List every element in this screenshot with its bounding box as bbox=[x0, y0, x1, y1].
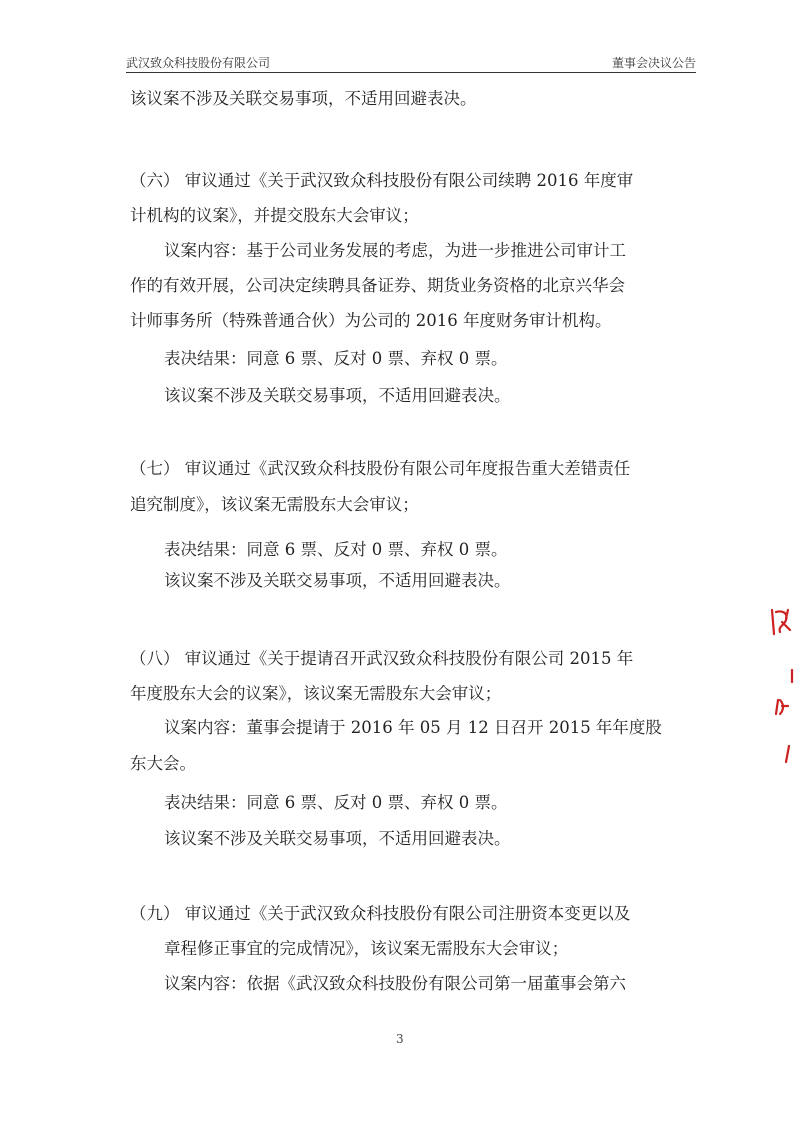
item8-vote-result: 表决结果：同意 6 票、反对 0 票、弃权 0 票。 bbox=[164, 793, 508, 812]
item6-content-line3: 计师事务所（特殊普通合伙）为公司的 2016 年度财务审计机构。 bbox=[130, 311, 612, 330]
item6-content: 议案内容：基于公司业务发展的考虑，为进一步推进公司审计工 bbox=[164, 241, 626, 260]
item9-content: 议案内容：依据《武汉致众科技股份有限公司第一届董事会第六 bbox=[164, 974, 626, 993]
item7-heading-continued: 追究制度》，该议案无需股东大会审议； bbox=[130, 495, 419, 514]
item9-heading-continued: 章程修正事宜的完成情况》，该议案无需股东大会审议； bbox=[164, 939, 569, 958]
item9-heading: （九） 审议通过《关于武汉致众科技股份有限公司注册资本变更以及 bbox=[130, 904, 631, 923]
item8-content: 议案内容：董事会提请于 2016 年 05 月 12 日召开 2015 年年度股 bbox=[164, 718, 662, 737]
item6-heading-continued: 计机构的议案》，并提交股东大会审议； bbox=[130, 206, 419, 225]
item6-vote-result: 表决结果：同意 6 票、反对 0 票、弃权 0 票。 bbox=[164, 349, 508, 368]
item8-related-party-note: 该议案不涉及关联交易事项，不适用回避表决。 bbox=[164, 829, 511, 848]
header-divider bbox=[126, 72, 696, 73]
header-company-name: 武汉致众科技股份有限公司 bbox=[126, 56, 271, 70]
item7-related-party-note: 该议案不涉及关联交易事项，不适用回避表决。 bbox=[164, 571, 511, 590]
header-document-type: 董事会决议公告 bbox=[611, 56, 696, 70]
page-number: 3 bbox=[396, 1032, 404, 1046]
item6-content-line2: 作的有效开展，公司决定续聘具备证券、期货业务资格的北京兴华会 bbox=[130, 276, 625, 295]
company-seal-fragment bbox=[762, 600, 794, 770]
item7-vote-result: 表决结果：同意 6 票、反对 0 票、弃权 0 票。 bbox=[164, 540, 508, 559]
item7-heading: （七） 审议通过《武汉致众科技股份有限公司年度报告重大差错责任 bbox=[130, 459, 631, 478]
item6-heading: （六） 审议通过《关于武汉致众科技股份有限公司续聘 2016 年度审 bbox=[130, 171, 634, 190]
item8-heading-continued: 年度股东大会的议案》，该议案无需股东大会审议； bbox=[130, 684, 502, 703]
prev-item-related-party-note: 该议案不涉及关联交易事项，不适用回避表决。 bbox=[130, 89, 477, 108]
item8-heading: （八） 审议通过《关于提请召开武汉致众科技股份有限公司 2015 年 bbox=[130, 649, 634, 668]
item6-related-party-note: 该议案不涉及关联交易事项，不适用回避表决。 bbox=[164, 386, 511, 405]
item8-content-line2: 东大会。 bbox=[130, 754, 196, 773]
page-header bbox=[126, 54, 696, 74]
